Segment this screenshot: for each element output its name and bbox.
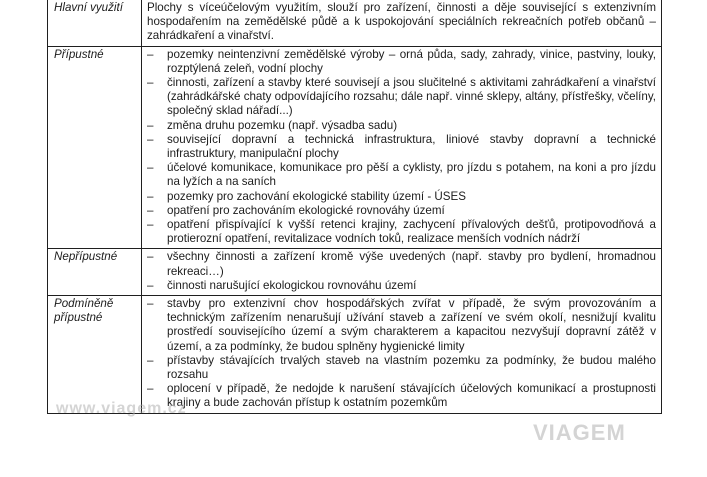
label-conditional: Podmíněně přípustné	[48, 296, 142, 414]
list-item-text: stavby pro extenzivní chov hospodářských zvířat v případě, že svým provozováním a technickým zařízením nenarušují užívání staveb a zařízení ve svém okolí, nesnižují kvalitu prostředí souvisejícího území a svým charakterem a kapacitou nezvyšují dopravní zátěž v území, a za podmínky, že budou splněny hygienické limity	[167, 297, 656, 353]
regulation-table	[47, 0, 662, 414]
list-item	[147, 161, 656, 189]
list-item	[147, 204, 656, 218]
list-item-text: účelové komunikace, komunikace pro pěší a cyklisty, pro jízdu s potahem, na koni a pro jízdu na lyžích a na saních	[167, 161, 656, 189]
watermark-right: VIAGEM	[533, 420, 626, 445]
cell-not-permitted	[142, 249, 662, 296]
row-conditional	[48, 296, 662, 414]
list-item-text: opatření pro zachováním ekologické rovnováhy území	[167, 203, 445, 217]
dash-bullet: –	[147, 278, 154, 292]
list-item	[147, 297, 656, 354]
list-item-text: činnosti, zařízení a stavby které souvisejí a jsou slučitelné s aktivitami zahrádkaření a vinařství (zahrádkářské chaty odpovídajícího rozsahu; dále např. vinné sklepy, altány, přístřešky, včelíny, společný sklad nářadí...)	[167, 76, 656, 118]
label-permitted: Přípustné	[48, 46, 142, 249]
list-item	[147, 119, 656, 133]
list-item	[147, 133, 656, 161]
cell-permitted	[142, 46, 662, 249]
dash-bullet: –	[147, 76, 154, 90]
dash-bullet: –	[147, 118, 154, 132]
dash-bullet: –	[147, 297, 154, 311]
list-permitted	[147, 48, 656, 247]
cell-conditional	[142, 296, 662, 414]
list-item	[147, 382, 656, 410]
dash-bullet: –	[147, 132, 154, 146]
list-item	[147, 48, 656, 76]
list-item-text: činnosti narušující ekologickou rovnováhu území	[167, 278, 417, 292]
row-main-use	[48, 0, 662, 46]
list-conditional	[147, 297, 656, 411]
dash-bullet: –	[147, 189, 154, 203]
text-main-use: Plochy s víceúčelovým využitím, slouží pro zařízení, činnosti a děje související s extenzivním hospodařením na zemědělské půdě a k uspokojování speciálních rekreačních potřeb občanů – zahrádkaření a vinařství.	[142, 0, 662, 46]
list-item	[147, 190, 656, 204]
list-item	[147, 76, 656, 119]
label-main-use: Hlavní využití	[48, 0, 142, 46]
list-item-text: opatření přispívající k vyšší retenci krajiny, zachycení přívalových dešťů, protipovodňová a protierozní opatření, revitalizace vodních toků, realizace menších vodních nádrží	[167, 218, 656, 246]
list-item-text: všechny činnosti a zařízení kromě výše uvedených (např. stavby pro bydlení, hromadnou rekreaci…)	[167, 250, 656, 278]
dash-bullet: –	[147, 218, 154, 232]
list-item-text: změna druhu pozemku (např. výsadba sadu)	[167, 118, 398, 132]
row-permitted	[48, 46, 662, 249]
list-item-text: pozemky neintenzivní zemědělské výroby – orná půda, sady, zahrady, vinice, pastviny, louky, rozptýlená zeleň, vodní plochy	[167, 47, 656, 75]
list-item	[147, 354, 656, 382]
watermark-left: www.viagem.cz	[56, 400, 187, 417]
row-not-permitted	[48, 249, 662, 296]
list-item-text: oplocení v případě, že nedojde k narušení stávajících účelových komunikací a prostupnosti krajiny a bude zachován přístup k ostatním pozemkům	[167, 382, 656, 410]
list-not-permitted	[147, 250, 656, 293]
list-item	[147, 279, 656, 293]
dash-bullet: –	[147, 250, 154, 264]
dash-bullet: –	[147, 47, 154, 61]
list-item	[147, 250, 656, 278]
list-item-text: související dopravní a technická infrastruktura, liniové stavby dopravní a technické infrastruktury, manipulační plochy	[167, 132, 656, 161]
dash-bullet: –	[147, 353, 154, 367]
list-item	[147, 218, 656, 246]
dash-bullet: –	[147, 382, 154, 396]
dash-bullet: –	[147, 203, 154, 217]
dash-bullet: –	[147, 161, 154, 175]
label-not-permitted: Nepřípustné	[48, 249, 142, 296]
list-item-text: přístavby stávajících trvalých staveb na vlastním pozemku za podmínky, že budou malého rozsahu	[167, 353, 656, 382]
list-item-text: pozemky pro zachování ekologické stability území - ÚSES	[167, 189, 466, 203]
